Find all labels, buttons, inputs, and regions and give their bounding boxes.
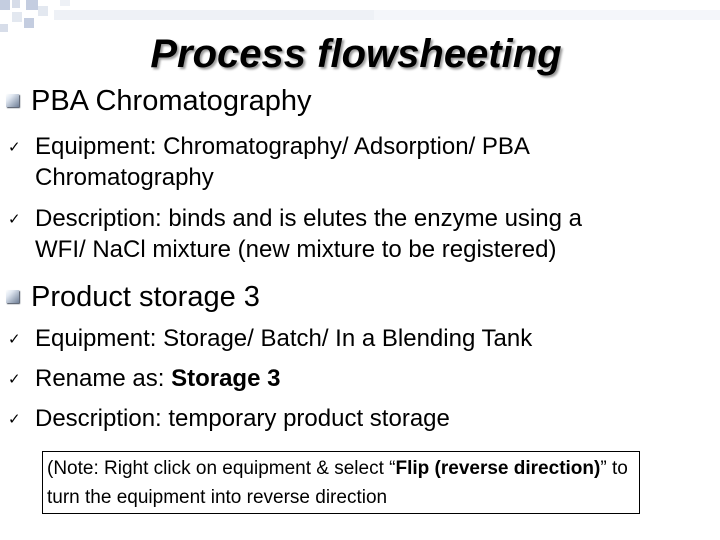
checkmark-icon: ✓ [8,211,21,228]
list-item: ✓ Equipment: Storage/ Batch/ In a Blending Tank [8,323,532,355]
checkmark-icon: ✓ [8,331,21,348]
square-bullet-icon [6,94,19,107]
checkmark-icon: ✓ [8,411,21,428]
note-box: (Note: Right click on equipment & select “Flip (reverse direction)” to turn the equipment into reverse direction [42,451,640,514]
slide-title: Process flowsheeting [150,32,562,76]
list-item: ✓ Description: temporary product storage [8,403,450,435]
checkmark-icon: ✓ [8,371,21,388]
list-item: ✓ Equipment: Chromatography/ Adsorption/ PBA Chromatography [8,133,530,191]
section-heading-product-storage: Product storage 3 [6,280,260,314]
square-bullet-icon [6,290,19,303]
section-heading-pba-chromatography: PBA Chromatography [6,84,311,118]
checkmark-icon: ✓ [8,139,21,156]
list-item: ✓ Description: binds and is elutes the enzyme using a WFI/ NaCl mixture (new mixture to be registered) [8,205,582,263]
list-item: ✓ Rename as: Storage 3 [8,363,280,395]
